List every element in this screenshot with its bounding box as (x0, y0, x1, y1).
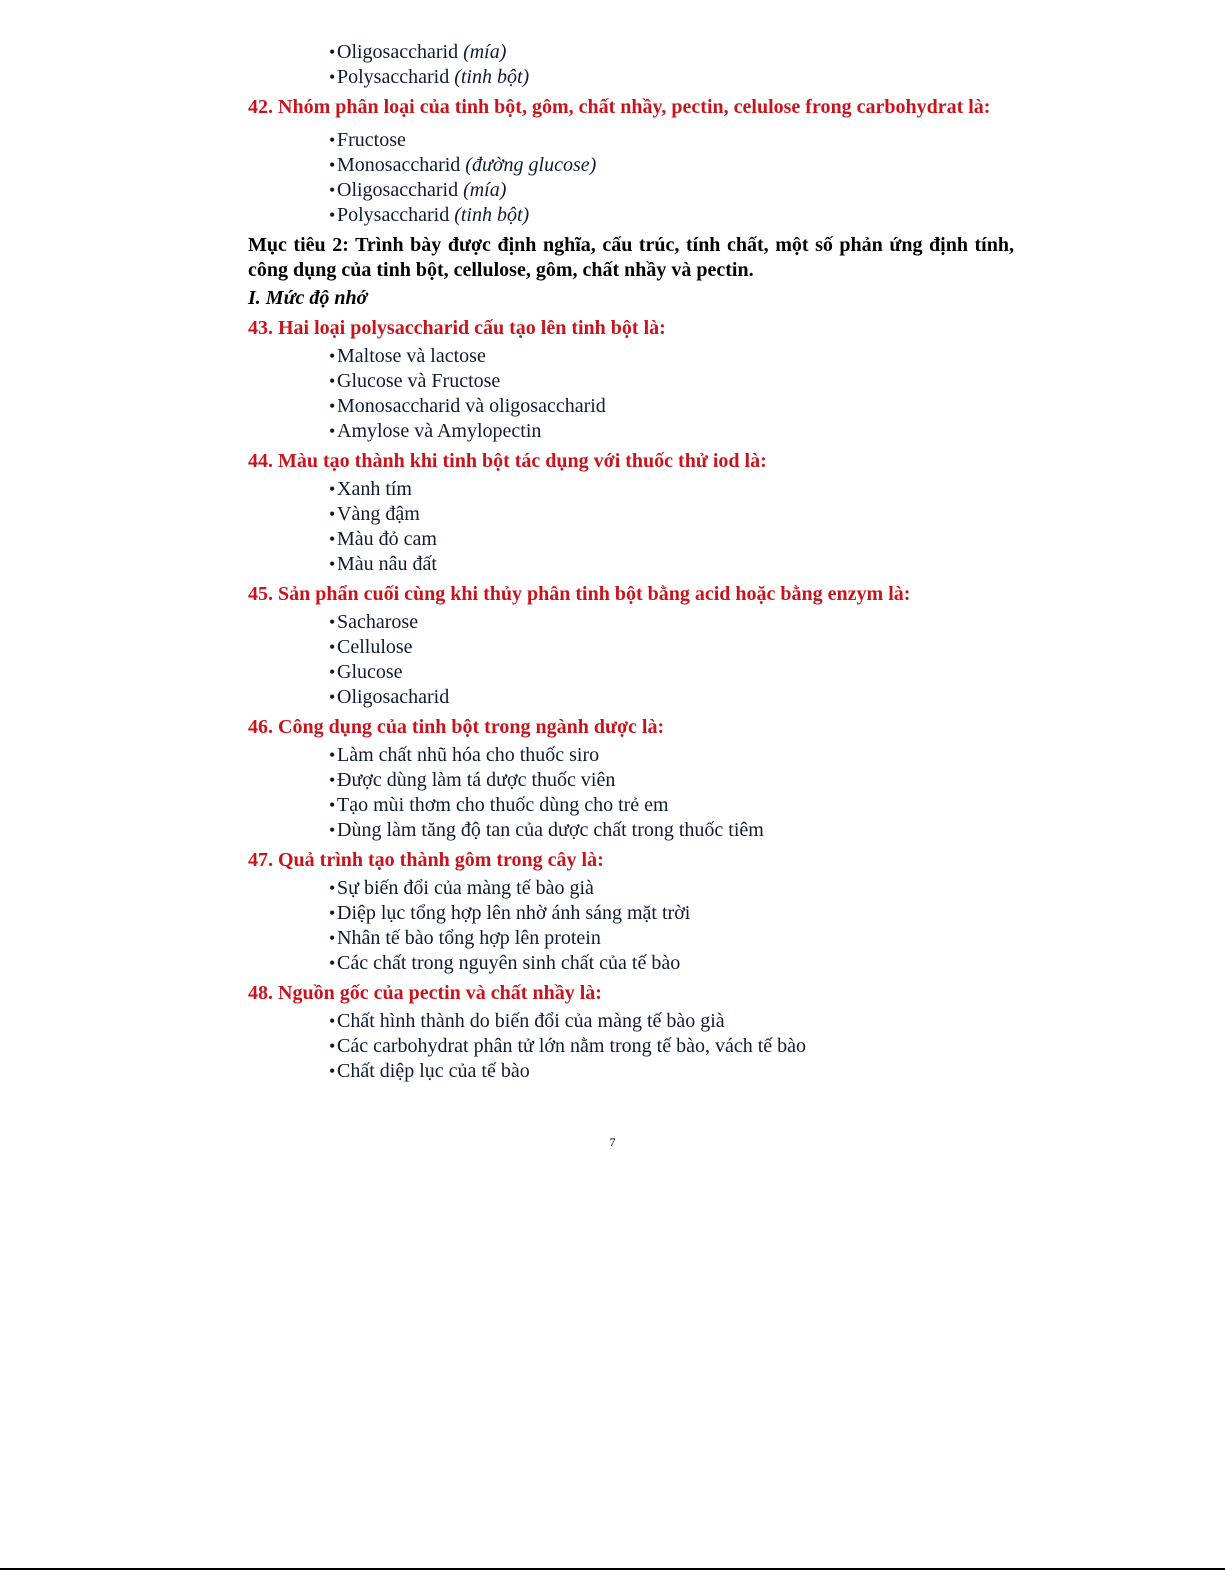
bullet-icon: • (329, 1036, 336, 1056)
option-item: •Các carbohydrat phân tử lớn nằm trong tế bào, vách tế bào (329, 1035, 807, 1057)
bullet-icon: • (329, 637, 336, 657)
option-item: •Làm chất nhũ hóa cho thuốc siro (329, 744, 600, 766)
bullet-icon: • (329, 612, 336, 632)
bullet-icon: • (329, 371, 336, 391)
bullet-icon: • (329, 770, 336, 790)
continued-options (248, 40, 1014, 90)
option-item: •Oligosacharid (329, 686, 450, 708)
bullet-icon: • (329, 662, 336, 682)
option-item: •Polysaccharid (tinh bột) (329, 204, 530, 226)
option-item: •Dùng làm tăng độ tan của dược chất trong thuốc tiêm (329, 819, 764, 841)
bullet-icon: • (329, 42, 336, 62)
option-item: •Xanh tím (329, 478, 412, 500)
option-item: •Oligosaccharid (mía) (329, 179, 507, 201)
question-46-options (248, 743, 1014, 843)
bullet-icon: • (329, 745, 336, 765)
objective-heading: Mục tiêu 2: Trình bày được định nghĩa, cấu trúc, tính chất, một số phản ứng định tính, công dụng của tinh bột, cellulose, gôm, chất nhầy và pectin. (248, 234, 1014, 281)
question-42-title: 42. Nhóm phân loại của tinh bột, gôm, chất nhầy, pectin, celulose frong carbohydrat là: (248, 96, 991, 118)
bullet-icon: • (329, 155, 336, 175)
bullet-icon: • (329, 180, 336, 200)
bullet-icon: • (329, 1061, 336, 1081)
bullet-icon: • (329, 953, 336, 973)
question-47-options (248, 876, 1014, 976)
bullet-icon: • (329, 504, 336, 524)
question-48-options (248, 1009, 1014, 1084)
bullet-icon: • (329, 878, 336, 898)
bullet-icon: • (329, 1011, 336, 1031)
question-44-title: 44. Màu tạo thành khi tinh bột tác dụng với thuốc thử iod là: (248, 450, 767, 472)
level-heading: I. Mức độ nhớ (248, 287, 368, 309)
option-item: •Monosaccharid và oligosaccharid (329, 395, 606, 417)
option-item: •Glucose và Fructose (329, 370, 501, 392)
question-43-options (248, 344, 1014, 444)
option-item: •Amylose và Amylopectin (329, 420, 542, 442)
bullet-icon: • (329, 820, 336, 840)
bullet-icon: • (329, 67, 336, 87)
option-item: •Được dùng làm tá dược thuốc viên (329, 769, 616, 791)
option-item: •Chất hình thành do biến đổi của màng tế bào già (329, 1010, 725, 1032)
bullet-icon: • (329, 554, 336, 574)
bullet-icon: • (329, 529, 336, 549)
option-item: •Sự biến đổi của màng tế bào già (329, 877, 594, 899)
page-content (248, 40, 1014, 1084)
option-item: •Glucose (329, 661, 403, 683)
question-47-title: 47. Quả trình tạo thành gôm trong cây là: (248, 849, 604, 871)
question-42-options (248, 128, 1014, 228)
option-item: •Tạo mùi thơm cho thuốc dùng cho trẻ em (329, 794, 669, 816)
option-item: •Nhân tế bào tổng hợp lên protein (329, 927, 601, 949)
option-item: •Monosaccharid (đường glucose) (329, 154, 597, 176)
bullet-icon: • (329, 928, 336, 948)
bullet-icon: • (329, 795, 336, 815)
bullet-icon: • (329, 479, 336, 499)
option-item: •Sacharose (329, 611, 419, 633)
option-item: •Polysaccharid (tinh bột) (329, 66, 530, 88)
question-46-title: 46. Công dụng của tinh bột trong ngành dược là: (248, 716, 665, 738)
option-item: •Cellulose (329, 636, 413, 658)
bullet-icon: • (329, 903, 336, 923)
bullet-icon: • (329, 205, 336, 225)
bottom-divider (0, 1568, 1225, 1570)
option-item: •Vàng đậm (329, 503, 420, 525)
option-item: •Maltose và lactose (329, 345, 486, 367)
question-44-options (248, 477, 1014, 577)
option-item: •Fructose (329, 129, 406, 151)
question-43-title: 43. Hai loại polysaccharid cấu tạo lên tinh bột là: (248, 317, 666, 339)
question-45-options (248, 610, 1014, 710)
page-number: 7 (609, 1135, 616, 1149)
question-48-title: 48. Nguồn gốc của pectin và chất nhầy là: (248, 982, 602, 1004)
option-item: •Màu đỏ cam (329, 528, 437, 550)
option-item: •Các chất trong nguyên sinh chất của tế bào (329, 952, 681, 974)
question-45-title: 45. Sản phẩn cuối cùng khi thủy phân tinh bột bằng acid hoặc bằng enzym là: (248, 583, 911, 605)
option-item: •Chất diệp lục của tế bào (329, 1060, 530, 1082)
bullet-icon: • (329, 421, 336, 441)
option-item: •Diệp lục tổng hợp lên nhờ ánh sáng mặt trời (329, 902, 691, 924)
option-item: •Oligosaccharid (mía) (329, 41, 507, 63)
bullet-icon: • (329, 346, 336, 366)
bullet-icon: • (329, 687, 336, 707)
option-item: •Màu nâu đất (329, 553, 437, 575)
bullet-icon: • (329, 396, 336, 416)
bullet-icon: • (329, 130, 336, 150)
